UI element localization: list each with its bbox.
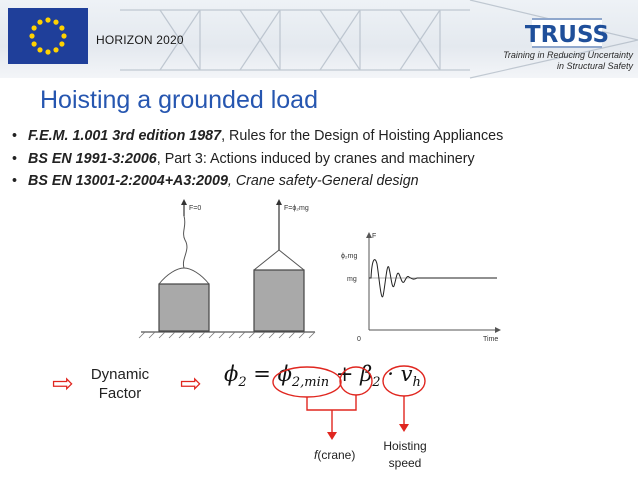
graph-origin-label: 0 [357,336,361,343]
bullet-icon: • [12,151,18,167]
arrow-down-icon [327,432,337,440]
graph-y-axis-label: F [372,233,377,240]
slide-title: Hoisting a grounded load [40,86,318,114]
graph-level-label: mg [347,276,357,283]
implies-arrow-icon: ⇨ [180,368,202,398]
hoisting-speed-label-2: speed [388,456,422,470]
reference-text: , Rules for the Design of Hoisting Appliances [221,128,504,144]
reference-text: , Crane safety-General design [227,173,419,189]
highlight-beta [340,367,372,395]
formula-equals: = [246,362,278,386]
graph-peak-label: ϕ₂mg [341,253,358,260]
arrow-down-icon [399,424,409,432]
formula-lhs-sub: 2 [238,375,247,391]
reference-code: F.E.M. 1.001 3rd edition 1987 [28,128,222,144]
horizon-2020-label: HORIZON 2020 [96,33,184,47]
formula-term-v-sub: h [412,375,421,391]
formula-term-v: v [400,362,413,386]
bullet-icon: • [12,173,18,189]
crane-function-label [314,448,355,462]
load-label-2: F=ϕ₂mg [284,205,309,212]
formula-term-beta: β [360,362,373,386]
truss-logo-text: TRUSS [524,22,610,48]
hoisting-speed-label-1: Hoisting [383,439,427,453]
bullet-icon: • [12,128,18,144]
formula-term-beta-sub: 2 [372,375,381,391]
formula-dot: · [380,362,401,386]
truss-tagline-2: in Structural Safety [556,61,633,71]
formula-lhs: ϕ [224,362,239,386]
reference-code: BS EN 1991-3:2006 [28,151,157,167]
dynamic-factor-label-2: Factor [98,385,142,402]
highlight-phi-min [273,367,341,397]
highlight-hoisting-speed [383,366,425,396]
reference-text: , Part 3: Actions induced by cranes and machinery [156,151,475,167]
reference-code: BS EN 13001-2:2004+A3:2009 [28,173,228,189]
truss-tagline-1: Training in Reducing Uncertainty [503,50,633,60]
formula-term-phi-min-sub: 2,min [291,375,330,391]
dynamic-factor-label-1: Dynamic [90,366,150,383]
implies-arrow-icon: ⇨ [52,368,74,398]
formula-term-phi-min: ϕ [277,362,292,386]
crane-function-f: f [314,448,318,462]
formula-plus: + [329,362,361,386]
graph-x-axis-label: Time [483,336,499,343]
load-label-1: F=0 [189,205,202,212]
crane-function-text: (crane) [317,448,356,462]
